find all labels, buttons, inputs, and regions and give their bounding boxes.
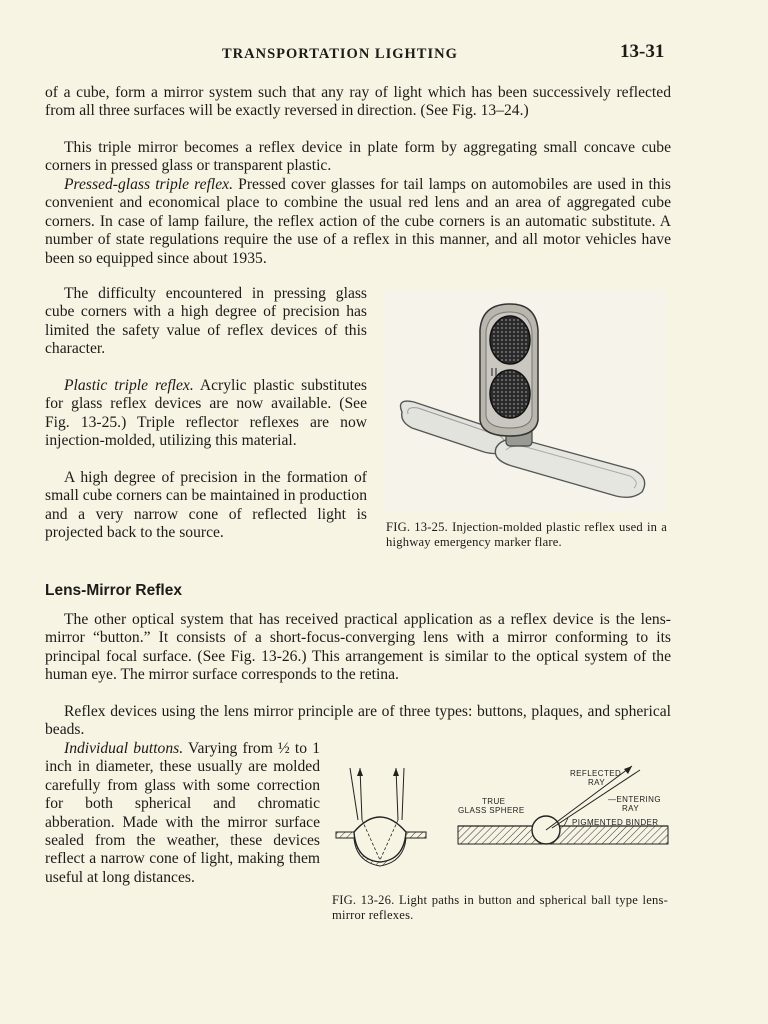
paragraph-plastic-reflex-text: Acrylic plastic substitutes for glass reflex devices are now available. (See Fig. 13-25.) Triple reflector reflexes are now injection-molded, utilizing this material. (45, 377, 367, 450)
lower-reflex-lens (490, 370, 530, 418)
label-reflected-ray-2: RAY (588, 778, 606, 787)
paragraph-individual-buttons (45, 740, 320, 887)
paragraph-cube-mirror: of a cube, form a mirror system such that any ray of light which has been successively reflected from all three surfaces will be exactly reversed in direction. (See Fig. 13–24.) (45, 84, 671, 120)
figure-13-26-caption: FIG. 13-26. Light paths in button and spherical ball type lens-mirror reflexes. (332, 893, 668, 922)
paragraph-pressed-glass-text: Pressed cover glasses for tail lamps on automobiles are used in this convenient and economical place to combine the usual red lens and an area of aggregated cube corners. In case of lamp failure, the reflex action of the cube corners is an automatic substitute. A number of state regulations require the use of a reflex in this manner, and all motor vehicles have been so equipped since about 1935. (45, 176, 671, 267)
label-reflected-ray-1: REFLECTED (570, 769, 622, 778)
paragraph-lens-mirror: The other optical system that has received practical application as a reflex device is the lens-mirror “button.” It consists of a short-focus-converging lens with a mirror conforming to its principal focal surface. (See Fig. 13-26.) This arrangement is similar to the optical system of the human eye. The mirror surface corresponds to the retina. (45, 611, 671, 684)
label-entering: —ENTERING (608, 795, 661, 804)
sphere-reflex-diagram (458, 766, 668, 844)
paragraph-three-types: Reflex devices using the lens mirror principle are of three types: buttons, plaques, and spherical beads. (45, 703, 671, 739)
upright-reflector (480, 304, 538, 436)
label-glass-sphere: GLASS SPHERE (458, 806, 525, 815)
running-title: TRANSPORTATION LIGHTING (222, 46, 458, 62)
upper-reflex-lens (490, 316, 530, 364)
figure-13-25-photo (384, 290, 666, 512)
run-in-heading-buttons: Individual buttons. (64, 740, 184, 757)
run-in-heading-pressed-glass: Pressed-glass triple reflex. (64, 176, 233, 193)
reflex-flare-illustration (384, 290, 666, 512)
paragraph-precision: A high degree of precision in the formation of small cube corners can be maintained in production and a very narrow cone of reflected light is projected back to the source. (45, 469, 367, 542)
label-entering-ray: RAY (622, 804, 640, 813)
page-number: 13-31 (620, 41, 665, 62)
section-heading: Lens-Mirror Reflex (45, 582, 182, 599)
label-true: TRUE (482, 797, 506, 806)
paragraph-triple-mirror: This triple mirror becomes a reflex device in plate form by aggregating small concave cube corners in pressed glass or transparent plastic. (45, 139, 671, 175)
paragraph-difficulty: The difficulty encountered in pressing glass cube corners with a high degree of precision has limited the safety value of reflex devices of this character. (45, 285, 367, 358)
run-in-heading-plastic: Plastic triple reflex. (64, 377, 194, 394)
button-reflex-diagram (336, 768, 426, 866)
paragraph-plastic-reflex (45, 377, 367, 451)
figure-13-25-caption: FIG. 13-25. Injection-molded plastic reflex used in a highway emergency marker flare. (386, 520, 667, 549)
figure-13-26-diagram (332, 760, 672, 880)
pigmented-binder-layer (458, 826, 668, 844)
right-base-plate (495, 439, 644, 497)
paragraph-individual-buttons-text: Varying from ½ to 1 inch in diameter, these usually are molded carefully from glass with some correction for both spherical and chromatic abberation. Made with the mirror surface sealed from the weather, these devices reflect a narrow cone of light, making them useful at long distances. (45, 740, 320, 886)
label-pigmented-binder: PIGMENTED BINDER (572, 818, 659, 827)
paragraph-pressed-glass (45, 176, 671, 268)
